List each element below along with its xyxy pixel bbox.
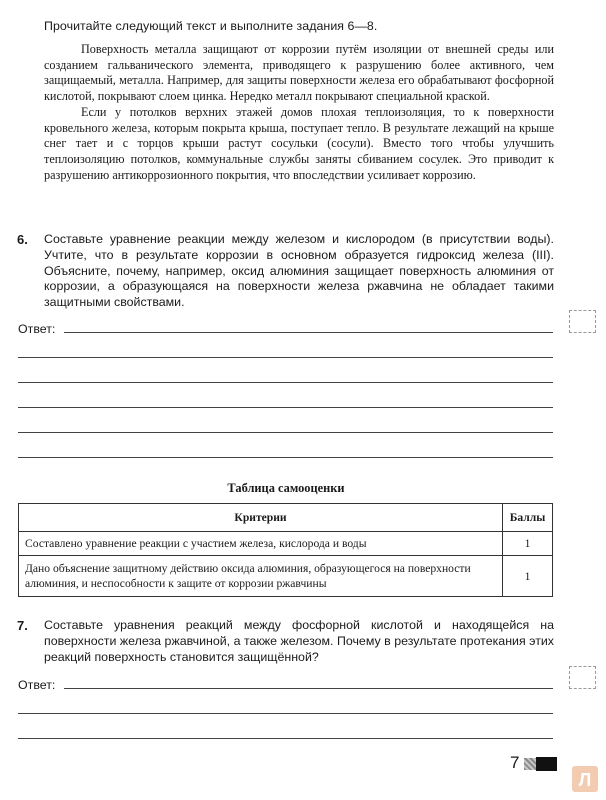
points-cell: 1 <box>503 532 553 556</box>
table-row <box>19 556 553 597</box>
task-7-text: Составьте уравнения реакций между фосфорной кислотой и находящейся на поверхности железа ржавчиной, а также железом. Почему в результате протекания этих реакций поверхность становится защищённой? <box>44 618 554 664</box>
task-6-score-box[interactable] <box>569 310 596 333</box>
task-6-answer-line-2[interactable] <box>18 357 553 358</box>
task-6-answer-line-1[interactable] <box>64 332 553 333</box>
page-marker-grey <box>524 758 536 770</box>
intro-heading: Прочитайте следующий текст и выполните задания 6—8. <box>44 19 378 33</box>
points-column-header: Баллы <box>503 504 553 532</box>
watermark-letter: Л <box>578 770 592 790</box>
criterion-cell: Дано объяснение защитному действию оксида алюминия, образующегося на поверхности алюминия, и неспособности к защите от коррозии ржавчины <box>19 556 503 597</box>
page-marker-black <box>536 757 557 771</box>
passage-paragraph-2: Если у потолков верхних этажей домов плохая теплоизоляция, то к поверхности кровельного железа, которым покрыта крыша, поступает тепло. В результате лежащий на крыше снег тает и с торцов крыши растут сосульки (сосули). Вместо того чтобы улучшить теплоизоляцию потолков, коммунальные службы заняты сбиванием сосулек. Это приводит к разрушению антикоррозионного покрытия, что впоследствии усиливает коррозию. <box>44 104 554 182</box>
task-7-score-box[interactable] <box>569 666 596 689</box>
task-7-answer-line-3[interactable] <box>18 738 553 739</box>
self-assessment-table <box>18 503 553 597</box>
task-7-number: 7. <box>17 618 28 633</box>
task-7-answer-line-1[interactable] <box>64 688 553 689</box>
task-6-text: Составьте уравнение реакции между железом и кислородом (в присутствии воды). Учтите, что в результате коррозии в основном образуется гидроксид железа (III). Объясните, почему, например, оксид алюминия защищает поверхность алюминия от коррозии, а образующаяся на поверхности железа ржавчина не обладает такими защитными свойствами. <box>44 232 554 310</box>
task-7-answer-line-2[interactable] <box>18 713 553 714</box>
table-header-row <box>19 504 553 532</box>
page-number: 7 <box>510 753 520 772</box>
task-6-answer-line-5[interactable] <box>18 432 553 433</box>
criterion-cell: Составлено уравнение реакции с участием железа, кислорода и воды <box>19 532 503 556</box>
task-6-answer-line-3[interactable] <box>18 382 553 383</box>
criteria-column-header: Критерии <box>19 504 503 532</box>
publisher-watermark-logo <box>560 764 600 794</box>
task-6-answer-line-6[interactable] <box>18 457 553 458</box>
points-cell: 1 <box>503 556 553 597</box>
self-assessment-title: Таблица самооценки <box>227 481 345 495</box>
passage-paragraph-1: Поверхность металла защищают от коррозии путём изоляции от внешней среды или созданием гальванического элемента, приводящего к разрушению более активного, чем защищаемый, металла. Например, для защиты поверхности железа его обрабатывают фосфорной кислотой, покрывают слоем цинка. Нередко металл покрывают специальной краской. <box>44 42 554 104</box>
reading-passage <box>44 42 554 183</box>
table-row <box>19 532 553 556</box>
task-6-answer-line-4[interactable] <box>18 407 553 408</box>
task-6-number: 6. <box>17 232 28 247</box>
task-6-answer-label: Ответ: <box>18 322 56 336</box>
task-7-answer-label: Ответ: <box>18 678 56 692</box>
